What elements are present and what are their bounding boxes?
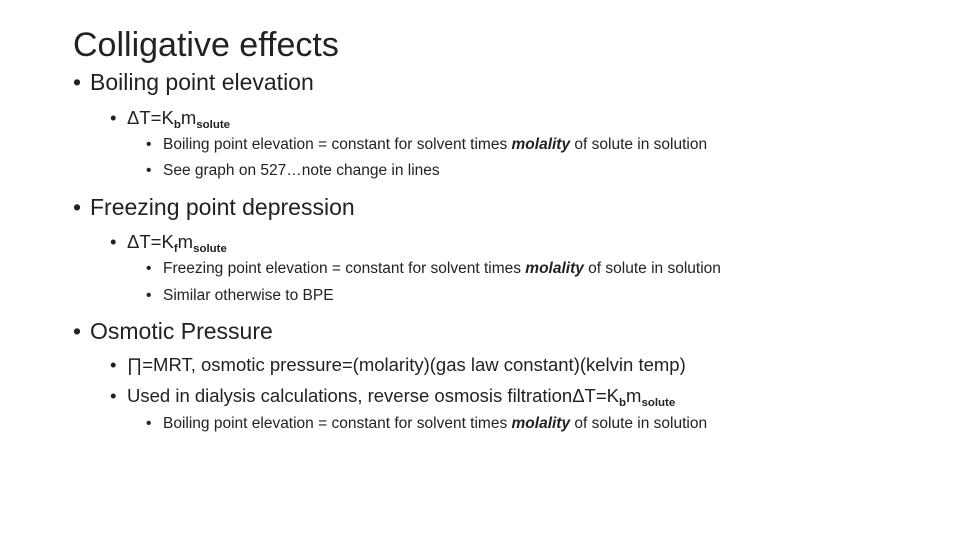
osm-line2-m: m (626, 385, 642, 406)
bullet-osmotic (73, 317, 273, 345)
bpe-line2-text: See graph on 527…note change in lines (163, 162, 440, 179)
bpe-formula-m-sub: solute (196, 119, 231, 131)
fpd-line1-emph: molality (525, 260, 584, 277)
bpe-line2 (146, 161, 440, 181)
osm-line2-k-sub: b (619, 397, 627, 409)
osm-line2-pre: Used in dialysis calculations, reverse osmosis filtrationΔT=K (127, 385, 620, 406)
bpe-line1-emph: molality (511, 136, 571, 153)
bpe-line1-pre: Boiling point elevation = constant for solvent times (163, 136, 512, 153)
osm-line2 (110, 384, 675, 408)
fpd-formula-m: m (177, 231, 194, 252)
bpe-formula (110, 106, 230, 130)
bpe-formula-prefix: ΔT=K (127, 107, 174, 128)
bullet-dot: • (146, 260, 152, 277)
bpe-formula-k-sub: b (173, 119, 181, 131)
bpe-line1-post: of solute in solution (570, 136, 708, 153)
bullet-dot: • (110, 231, 117, 252)
osm-line3-pre: Boiling point elevation = constant for solvent times (163, 415, 512, 432)
fpd-formula (110, 230, 227, 254)
fpd-formula-prefix: ΔT=K (127, 231, 174, 252)
bullet-dot: • (146, 162, 152, 179)
bullet-dot: • (110, 354, 117, 375)
bullet-bpe (73, 68, 314, 96)
bullet-dot: • (110, 385, 117, 406)
osm-heading: Osmotic Pressure (90, 318, 273, 344)
bpe-line1 (146, 135, 707, 155)
bullet-fpd (73, 193, 355, 221)
osm-line3-emph: molality (511, 415, 571, 432)
osm-line3 (146, 414, 707, 434)
osm-line2-m-sub: solute (641, 397, 676, 409)
bullet-dot: • (73, 69, 82, 95)
fpd-line2-text: Similar otherwise to BPE (163, 287, 334, 304)
bpe-heading: Boiling point elevation (90, 69, 314, 95)
bullet-dot: • (146, 287, 152, 304)
bullet-dot: • (73, 318, 82, 344)
bpe-formula-m: m (180, 107, 197, 128)
osm-line3-post: of solute in solution (570, 415, 708, 432)
fpd-heading: Freezing point depression (90, 194, 355, 220)
osm-line1 (110, 353, 686, 377)
slide-title: Colligative effects (73, 26, 339, 64)
fpd-line2 (146, 286, 334, 306)
bullet-dot: • (110, 107, 117, 128)
bullet-dot: • (146, 415, 152, 432)
bullet-dot: • (73, 194, 82, 220)
fpd-line1 (146, 259, 721, 279)
fpd-line1-pre: Freezing point elevation = constant for solvent times (163, 260, 526, 277)
fpd-formula-m-sub: solute (193, 243, 227, 255)
osm-line1-text: ∏=MRT, osmotic pressure=(molarity)(gas law constant)(kelvin temp) (127, 354, 686, 375)
fpd-formula-k-sub: f (173, 243, 178, 255)
bullet-dot: • (146, 136, 152, 153)
fpd-line1-post: of solute in solution (583, 260, 721, 277)
